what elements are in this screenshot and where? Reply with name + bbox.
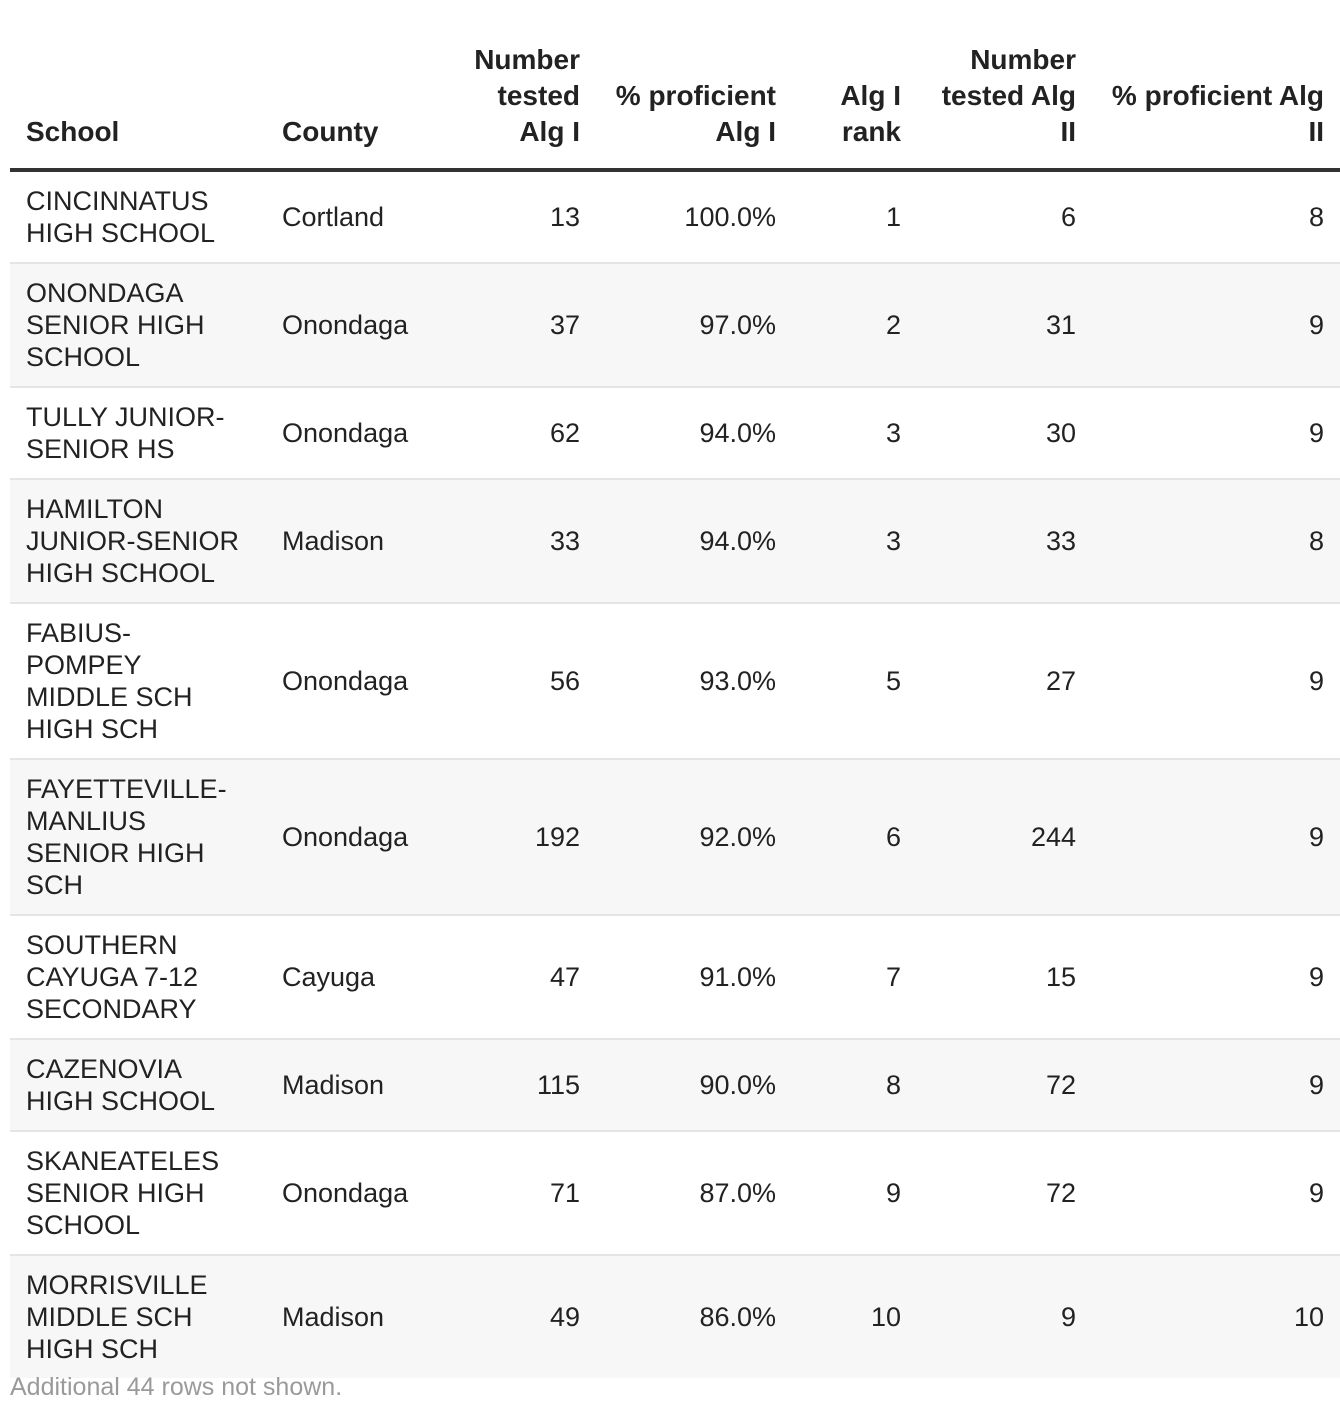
cell-number-tested-alg2: 27 xyxy=(917,603,1092,759)
cell-alg1-rank: 6 xyxy=(792,759,917,915)
cell-alg1-rank: 3 xyxy=(792,479,917,603)
cell-number-tested-alg2: 72 xyxy=(917,1131,1092,1255)
cell-pct-proficient-alg1: 97.0% xyxy=(596,263,792,387)
cell-county: Cayuga xyxy=(266,915,430,1039)
table-row xyxy=(10,1255,1340,1378)
table-row xyxy=(10,1039,1340,1131)
table-body xyxy=(10,170,1340,1378)
cell-county: Madison xyxy=(266,1039,430,1131)
table-row xyxy=(10,759,1340,915)
cell-county: Madison xyxy=(266,479,430,603)
cell-number-tested-alg1: 192 xyxy=(430,759,596,915)
cell-school: FABIUS-POMPEY MIDDLE SCH HIGH SCH xyxy=(10,603,266,759)
table-header xyxy=(10,0,1340,170)
cell-school: CINCINNATUS HIGH SCHOOL xyxy=(10,170,266,263)
cell-pct-proficient-alg2: 10 xyxy=(1092,1255,1340,1378)
cell-number-tested-alg2: 6 xyxy=(917,170,1092,263)
cell-pct-proficient-alg1: 93.0% xyxy=(596,603,792,759)
cell-number-tested-alg1: 115 xyxy=(430,1039,596,1131)
cell-school: HAMILTON JUNIOR-SENIOR HIGH SCHOOL xyxy=(10,479,266,603)
header-county[interactable]: County xyxy=(266,0,430,170)
header-alg1-rank[interactable]: Alg I rank xyxy=(792,0,917,170)
cell-number-tested-alg2: 9 xyxy=(917,1255,1092,1378)
cell-pct-proficient-alg2: 9 xyxy=(1092,1131,1340,1255)
cell-pct-proficient-alg1: 100.0% xyxy=(596,170,792,263)
cell-pct-proficient-alg2: 9 xyxy=(1092,263,1340,387)
cell-number-tested-alg2: 72 xyxy=(917,1039,1092,1131)
cell-pct-proficient-alg2: 9 xyxy=(1092,759,1340,915)
cell-pct-proficient-alg2: 9 xyxy=(1092,915,1340,1039)
cell-school: MORRISVILLE MIDDLE SCH HIGH SCH xyxy=(10,1255,266,1378)
cell-pct-proficient-alg1: 94.0% xyxy=(596,479,792,603)
cell-alg1-rank: 3 xyxy=(792,387,917,479)
cell-number-tested-alg1: 49 xyxy=(430,1255,596,1378)
table-row xyxy=(10,263,1340,387)
cell-county: Onondaga xyxy=(266,1131,430,1255)
cell-pct-proficient-alg1: 91.0% xyxy=(596,915,792,1039)
data-table-container xyxy=(10,0,1324,1378)
table-row xyxy=(10,603,1340,759)
table-row xyxy=(10,479,1340,603)
header-number-tested-alg2[interactable]: Number tested Alg II xyxy=(917,0,1092,170)
cell-pct-proficient-alg2: 8 xyxy=(1092,479,1340,603)
cell-pct-proficient-alg1: 86.0% xyxy=(596,1255,792,1378)
cell-number-tested-alg1: 13 xyxy=(430,170,596,263)
cell-number-tested-alg2: 31 xyxy=(917,263,1092,387)
cell-pct-proficient-alg2: 9 xyxy=(1092,603,1340,759)
cell-school: SKANEATELES SENIOR HIGH SCHOOL xyxy=(10,1131,266,1255)
cell-pct-proficient-alg1: 87.0% xyxy=(596,1131,792,1255)
cell-county: Onondaga xyxy=(266,263,430,387)
cell-school: TULLY JUNIOR-SENIOR HS xyxy=(10,387,266,479)
header-row xyxy=(10,0,1340,170)
cell-pct-proficient-alg1: 92.0% xyxy=(596,759,792,915)
header-pct-proficient-alg2[interactable]: % proficient Alg II xyxy=(1092,0,1340,170)
cell-number-tested-alg1: 56 xyxy=(430,603,596,759)
cell-number-tested-alg2: 30 xyxy=(917,387,1092,479)
cell-alg1-rank: 5 xyxy=(792,603,917,759)
cell-pct-proficient-alg1: 94.0% xyxy=(596,387,792,479)
cell-number-tested-alg1: 37 xyxy=(430,263,596,387)
cell-pct-proficient-alg2: 9 xyxy=(1092,1039,1340,1131)
algebra-proficiency-table xyxy=(10,0,1340,1378)
cell-school: FAYETTEVILLE-MANLIUS SENIOR HIGH SCH xyxy=(10,759,266,915)
cell-alg1-rank: 8 xyxy=(792,1039,917,1131)
cell-county: Onondaga xyxy=(266,759,430,915)
cell-alg1-rank: 2 xyxy=(792,263,917,387)
cell-county: Onondaga xyxy=(266,387,430,479)
cell-pct-proficient-alg2: 8 xyxy=(1092,170,1340,263)
table-row xyxy=(10,915,1340,1039)
cell-county: Madison xyxy=(266,1255,430,1378)
header-school[interactable]: School xyxy=(10,0,266,170)
cell-school: ONONDAGA SENIOR HIGH SCHOOL xyxy=(10,263,266,387)
cell-number-tested-alg1: 62 xyxy=(430,387,596,479)
cell-number-tested-alg1: 47 xyxy=(430,915,596,1039)
cell-county: Onondaga xyxy=(266,603,430,759)
cell-alg1-rank: 9 xyxy=(792,1131,917,1255)
cell-number-tested-alg2: 244 xyxy=(917,759,1092,915)
cell-pct-proficient-alg2: 9 xyxy=(1092,387,1340,479)
table-row xyxy=(10,170,1340,263)
cell-pct-proficient-alg1: 90.0% xyxy=(596,1039,792,1131)
cell-number-tested-alg2: 33 xyxy=(917,479,1092,603)
rows-not-shown-note: Additional 44 rows not shown. xyxy=(10,1373,343,1401)
table-row xyxy=(10,1131,1340,1255)
header-number-tested-alg1[interactable]: Number tested Alg I xyxy=(430,0,596,170)
cell-number-tested-alg1: 33 xyxy=(430,479,596,603)
cell-alg1-rank: 10 xyxy=(792,1255,917,1378)
table-row xyxy=(10,387,1340,479)
cell-school: CAZENOVIA HIGH SCHOOL xyxy=(10,1039,266,1131)
cell-number-tested-alg2: 15 xyxy=(917,915,1092,1039)
cell-alg1-rank: 1 xyxy=(792,170,917,263)
cell-county: Cortland xyxy=(266,170,430,263)
header-pct-proficient-alg1[interactable]: % proficient Alg I xyxy=(596,0,792,170)
cell-alg1-rank: 7 xyxy=(792,915,917,1039)
cell-school: SOUTHERN CAYUGA 7-12 SECONDARY xyxy=(10,915,266,1039)
cell-number-tested-alg1: 71 xyxy=(430,1131,596,1255)
